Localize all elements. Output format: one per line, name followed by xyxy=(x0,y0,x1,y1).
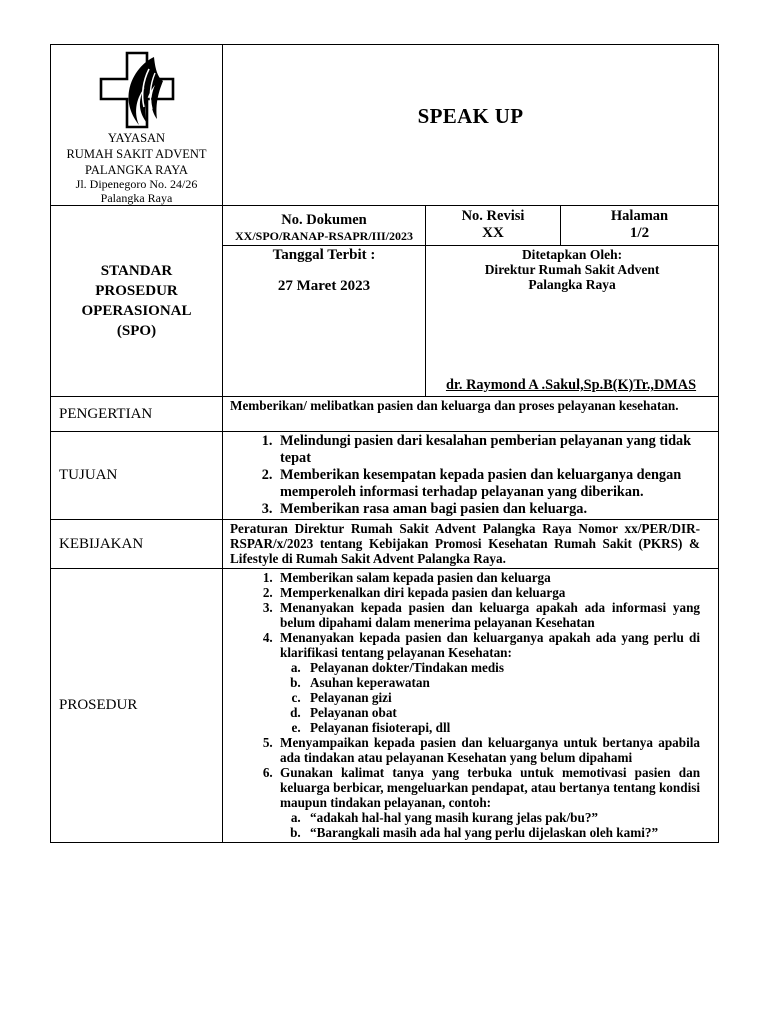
org-name-line3: PALANGKA RAYA xyxy=(85,163,188,177)
kebijakan-label: KEBIJAKAN xyxy=(51,520,223,569)
doc-type-cell xyxy=(51,206,223,397)
document-title: SPEAK UP xyxy=(417,103,524,128)
pengertian-text: Memberikan/ melibatkan pasien dan keluarga dan proses pelayanan kesehatan. xyxy=(223,397,719,432)
ditetapkan-line2: Direktur Rumah Sakit Advent xyxy=(484,262,660,277)
kebijakan-text: Peraturan Direktur Rumah Sakit Advent Palangka Raya Nomor xx/PER/DIR-RSPAR/x/2023 tentang Kebijakan Promosi Kesehatan Rumah Sakit (PKRS) & Lifestyle di Rumah Sakit Advent Palangka Raya. xyxy=(223,520,719,569)
ditetapkan-line1: Ditetapkan Oleh: xyxy=(521,247,623,262)
organization-cell xyxy=(51,45,223,206)
org-name-line2: RUMAH SAKIT ADVENT xyxy=(66,147,207,161)
signatory-name: dr. Raymond A .Sakul,Sp.B(K)Tr.,DMAS xyxy=(445,377,697,393)
no-dokumen-label: No. Dokumen xyxy=(281,212,367,228)
spo-document-table xyxy=(50,44,719,843)
no-revisi-label: No. Revisi xyxy=(461,208,525,224)
org-name-line1: YAYASAN xyxy=(107,131,166,145)
prosedur-label: PROSEDUR xyxy=(51,569,223,843)
org-address-line2: Palangka Raya xyxy=(100,191,173,205)
list-item: 1. Melindungi pasien dari kesalahan pemberian pelayanan yang tidak tepat xyxy=(276,433,700,467)
list-item: 5. Menyampaikan kepada pasien dan keluarganya untuk bertanya apabila ada tindakan atau pelayanan Kesehatan yang belum dipahami xyxy=(276,735,700,765)
list-item-text: Menanyakan kepada pasien dan keluarganya apakah ada yang perlu di klarifikasi tentang pelayanan Kesehatan: xyxy=(280,630,701,660)
tanggal-terbit-label: Tanggal Terbit : xyxy=(272,247,376,263)
sublist-item: b. “Barangkali masih ada hal yang perlu dijelaskan oleh kami?” xyxy=(304,825,700,840)
sublist-item: a. “adakah hal-hal yang masih kurang jelas pak/bu?” xyxy=(304,810,700,825)
tujuan-content xyxy=(223,432,719,520)
prosedur-sublist-4 xyxy=(280,660,700,735)
sublist-item: b. Asuhan keperawatan xyxy=(304,675,700,690)
sublist-item: c. Pelayanan gizi xyxy=(304,690,700,705)
halaman-label: Halaman xyxy=(610,208,669,224)
document-title-cell xyxy=(223,45,719,206)
halaman-cell xyxy=(561,206,719,246)
doc-type-line1: STANDAR xyxy=(100,263,173,279)
list-item: 1. Memberikan salam kepada pasien dan keluarga xyxy=(276,570,700,585)
doc-type-line4: (SPO) xyxy=(116,323,157,339)
list-item: 2. Memberikan kesempatan kepada pasien dan keluarganya dengan memperoleh informasi terhadap pelayanan yang diberikan. xyxy=(276,467,700,501)
list-item: 3. Memberikan rasa aman bagi pasien dan keluarga. xyxy=(276,501,700,518)
no-dokumen-value: XX/SPO/RANAP-RSAPR/III/2023 xyxy=(234,229,413,243)
halaman-value: 1/2 xyxy=(629,225,650,241)
doc-type-line3: OPERASIONAL xyxy=(81,303,192,319)
list-item xyxy=(276,630,700,735)
tujuan-label: TUJUAN xyxy=(51,432,223,520)
org-address-line1: Jl. Dipenegoro No. 24/26 xyxy=(75,177,198,191)
no-dokumen-cell xyxy=(223,206,426,246)
list-item xyxy=(276,765,700,840)
prosedur-sublist-6 xyxy=(280,810,700,840)
no-revisi-cell xyxy=(426,206,561,246)
sublist-item: e. Pelayanan fisioterapi, dll xyxy=(304,720,700,735)
tujuan-list xyxy=(230,433,700,518)
doc-type-line2: PROSEDUR xyxy=(95,283,178,299)
list-item: 3. Menanyakan kepada pasien dan keluarga apakah ada informasi yang belum dipahami dalam menerima pelayanan Kesehatan xyxy=(276,600,700,630)
sublist-item: d. Pelayanan obat xyxy=(304,705,700,720)
approval-cell xyxy=(426,246,719,397)
tanggal-terbit-cell xyxy=(223,246,426,397)
sublist-item: a. Pelayanan dokter/Tindakan medis xyxy=(304,660,700,675)
hospital-cross-flame-logo-icon xyxy=(97,51,177,129)
prosedur-content xyxy=(223,569,719,843)
list-item-text: Gunakan kalimat tanya yang terbuka untuk memotivasi pasien dan keluarga berbicar, mengeluarkan pendapat, atau bertanya tentang kondisi maupun tindakan pelayanan, contoh: xyxy=(280,765,701,810)
tanggal-terbit-value: 27 Maret 2023 xyxy=(277,278,371,294)
no-revisi-value: XX xyxy=(482,225,504,241)
list-item: 2. Memperkenalkan diri kepada pasien dan keluarga xyxy=(276,585,700,600)
ditetapkan-line3: Palangka Raya xyxy=(528,277,616,292)
pengertian-label: PENGERTIAN xyxy=(51,397,223,432)
prosedur-list xyxy=(230,570,700,840)
